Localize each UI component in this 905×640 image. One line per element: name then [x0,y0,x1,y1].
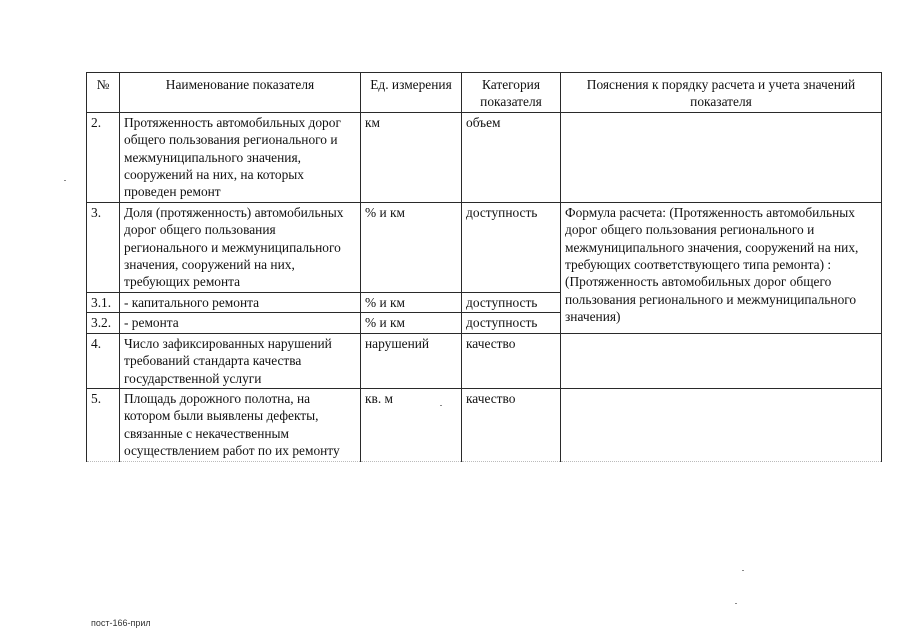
header-unit: Ед. измерения [361,73,462,113]
header-row [87,73,882,113]
table-row [87,333,882,388]
header-name: Наименование показателя [120,73,361,113]
unit-cell: % и км [361,202,462,292]
explanation-cell [561,333,882,388]
unit-cell: % и км [361,292,462,312]
category-cell: качество [462,333,561,388]
row-number: 2. [87,112,120,202]
indicator-name: Протяженность автомобильных дорог общего пользования регионального и межмуниципального значения, сооружений на них, на которых проведен ремонт [120,112,361,202]
row-number: 3.1. [87,292,120,312]
unit-cell: % и км [361,313,462,333]
scan-speck [735,603,737,604]
indicator-name: Площадь дорожного полотна, на котором были выявлены дефекты, связанные с некачественным осуществлением работ по их ремонту [120,388,361,461]
scan-speck [64,180,66,181]
unit-cell: нарушений [361,333,462,388]
indicator-name: - капитального ремонта [120,292,361,312]
row-number: 3. [87,202,120,292]
scan-speck [742,570,744,571]
header-explanation: Пояснения к порядку расчета и учета значений показателя [561,73,882,113]
indicators-table [86,72,882,462]
row-number: 5. [87,388,120,461]
footer-note: пост-166-прил [91,618,151,628]
row-number: 4. [87,333,120,388]
table-row [87,388,882,461]
header-category: Категория показателя [462,73,561,113]
category-cell: доступность [462,292,561,312]
indicator-name: - ремонта [120,313,361,333]
scan-speck [440,405,442,406]
table-row [87,112,882,202]
category-cell: доступность [462,313,561,333]
category-cell: доступность [462,202,561,292]
category-cell: качество [462,388,561,461]
indicator-name: Доля (протяженность) автомобильных дорог общего пользования регионального и межмуниципального значения, сооружений на них, требующих ремонта [120,202,361,292]
unit-cell: км [361,112,462,202]
row-number: 3.2. [87,313,120,333]
explanation-cell [561,388,882,461]
unit-cell: кв. м [361,388,462,461]
explanation-cell [561,112,882,202]
formula-explanation: Формула расчета: (Протяженность автомобильных дорог общего пользования регионального и межмуниципального значения, сооружений на них, требующих соответствующего типа ремонта) : (Протяженность автомобильных дорог общего пользования регионального и межмуниципального значения) [561,202,882,333]
category-cell: объем [462,112,561,202]
table-row [87,202,882,292]
indicator-name: Число зафиксированных нарушений требований стандарта качества государственной услуги [120,333,361,388]
header-num: № [87,73,120,113]
